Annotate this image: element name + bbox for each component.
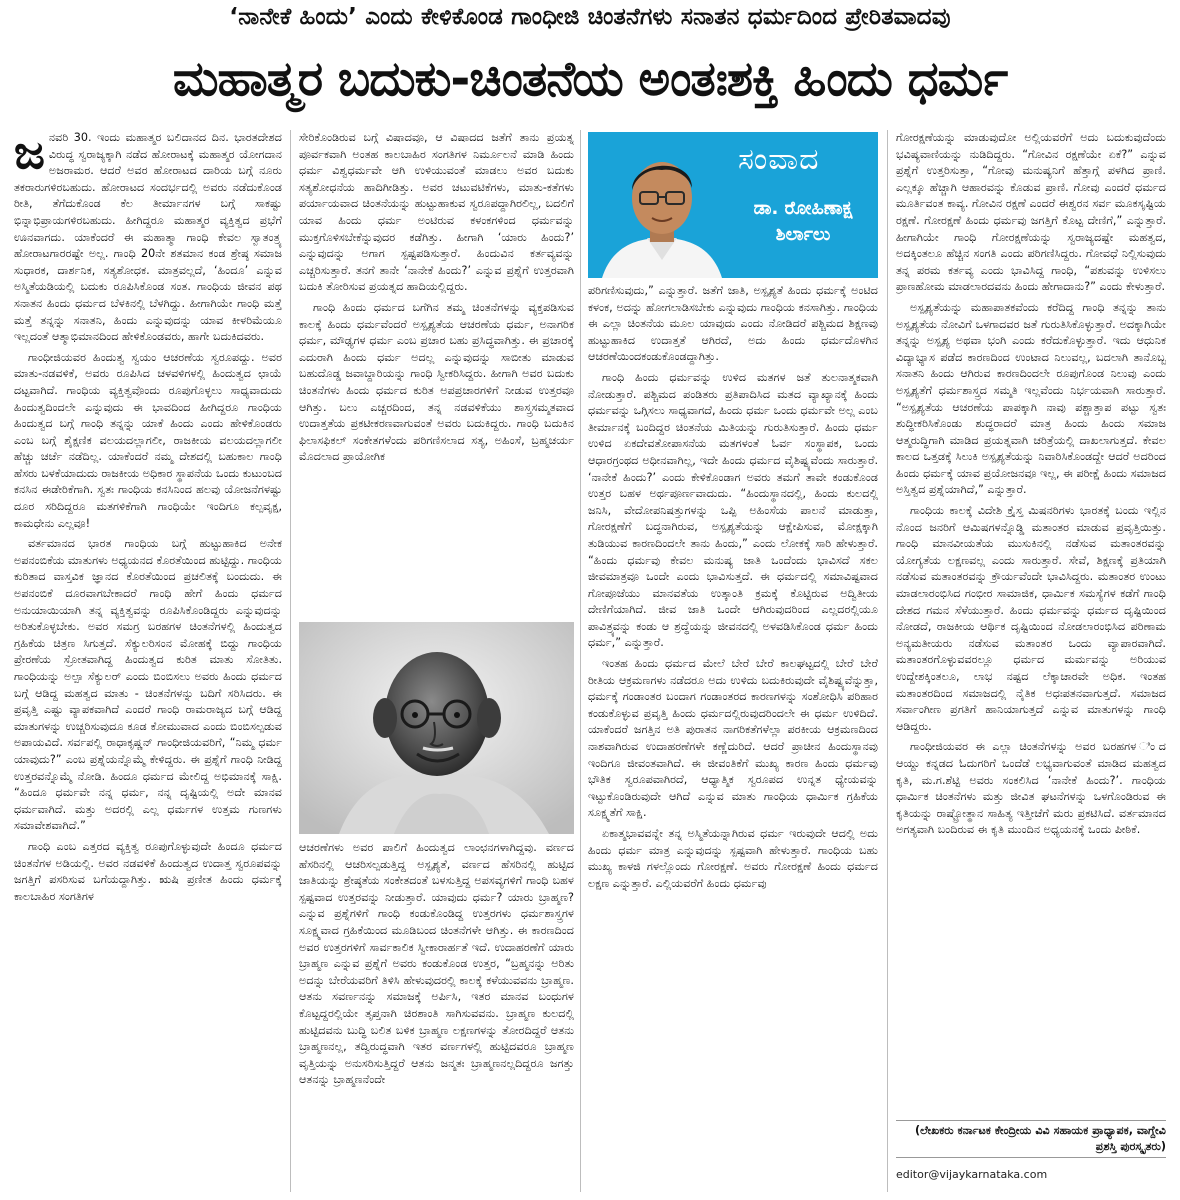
article-column-2 [299,130,574,612]
drop-cap: ಜ [14,130,45,179]
paragraph: ಆಚರಣೆಗಳು ಅವರ ಪಾಲಿಗೆ ಹಿಂದುತ್ವದ ಲಾಂಛನಗಳಾಗಿದ್ದವು. ವರ್ಣದ ಹೆಸರಿನಲ್ಲಿ ಆಚರಿಸಲ್ಪಡುತ್ತಿದ್ದ ಅಸ್ಪೃಶ್ಯತೆ, ವರ್ಣದ ಹೆಸರಿನಲ್ಲಿ ಹುಟ್ಟಿದ ಜಾತಿಯನ್ನು ಶ್ರೇಷ್ಠತೆಯ ಸಂಕೇತದಂತೆ ಬಳಸುತ್ತಿದ್ದ ಅಪಸವ್ಯಗಳಿಗೆ ಗಾಂಧಿ ಬಹಳ ಸ್ಪಷ್ಟವಾದ ಉತ್ತರವನ್ನು ನೀಡುತ್ತಾರೆ. ಯಾವುದು ಧರ್ಮ? ಯಾರು ಬ್ರಾಹ್ಮಣ? ಎನ್ನುವ ಪ್ರಶ್ನೆಗಳಿಗೆ ಗಾಂಧಿ ಕಂಡುಕೊಂಡಿದ್ದ ಉತ್ತರಗಳು ಧರ್ಮಶಾಸ್ತ್ರಗಳ ಸೂಕ್ಷ್ಮವಾದ ಗ್ರಹಿಕೆಯಿಂದ ಮೂಡಿಬಂದ ಚಿಂತನೆಗಳೇ ಆಗಿತ್ತು. ಈ ಕಾರಣದಿಂದ ಅವರ ಉತ್ತರಗಳಿಗೆ ಸಾರ್ವಕಾಲಿಕ ಸ್ವೀಕಾರಾರ್ಹತೆ ಇದೆ. ಉದಾಹರಣೆಗೆ ಯಾರು ಬ್ರಾಹ್ಮಣ ಎನ್ನುವ ಪ್ರಶ್ನೆಗೆ ಅವರು ಕಂಡುಕೊಂಡ ಉತ್ತರ, “ಬ್ರಹ್ಮನನ್ನು ಅರಿತು ಅದನ್ನು ಬೇರೆಯವರಿಗೆ ತಿಳಿಸಿ ಹೇಳುವುದರಲ್ಲಿ ಕಾಲಕ್ಕೆ ಕಳೆಯುವವನು ಬ್ರಾಹ್ಮಣ. ಆತನು ಸವರ್ಣನನ್ನು ಸಮಾಜಕ್ಕೆ ಅರ್ಪಿಸಿ, ಇತರ ಮಾನವ ಬಂಧುಗಳ ಕೊಟ್ಟದ್ದರಲ್ಲಿಯೇ ತೃಪ್ತನಾಗಿ ಚಿರಶಾಂತಿ ಸಾಗಿಸುವವನು. ಬ್ರಾಹ್ಮಣ ಕುಲದಲ್ಲಿ ಹುಟ್ಟಿದವನು ಬುದ್ಧಿ ಬಲಿತ ಬಳಿಕ ಬ್ರಾಹ್ಮಣ ಲಕ್ಷಣಗಳನ್ನು ತೋರದಿದ್ದರೆ ಆತನು ಬ್ರಾಹ್ಮಣನಲ್ಲ, ತದ್ವಿರುದ್ಧವಾಗಿ ಇತರ ವರ್ಣಗಳಲ್ಲಿ ಹುಟ್ಟಿದವರೂ ಬ್ರಾಹ್ಮಣ ವೃತ್ತಿಯನ್ನು ಅನುಸರಿಸುತ್ತಿದ್ದರೆ ಆತನು ಜನ್ಮತಃ ಬ್ರಾಹ್ಮಣನಲ್ಲದಿದ್ದರೂ ಜಗತ್ತು ಆತನನ್ನು ಬ್ರಾಹ್ಮಣನೆಂದೇ [299,841,574,1087]
article-headline: ಮಹಾತ್ಮರ ಬದುಕು-ಚಿಂತನೆಯ ಅಂತಃಶಕ್ತಿ ಹಿಂದು ಧರ್ಮ [172,51,1008,107]
paragraph: ಸೇರಿಕೊಂಡಿರುವ ಬಗ್ಗೆ ವಿಷಾದವೂ, ಆ ವಿಷಾದದ ಜತೆಗೆ ತಾನು ಪ್ರಯತ್ನ ಪೂರ್ವಕವಾಗಿ ಅಂತಹ ಕಾಲಬಾಹಿರ ಸಂಗತಿಗಳ ನಿರ್ಮೂಲನೆ ಮಾಡಿ ಹಿಂದು ಧರ್ಮ ವಿಶ್ವಧರ್ಮವೇ ಆಗಿ ಉಳಿಯುವಂತೆ ಮಾಡಲು ಅವರ ಬದುಕು ಸತ್ಯಶೋಧನೆಯ ಹಾದಿಗೀಡಿತ್ತು. ಅವರ ಚಟುವಟಿಕೆಗಳು, ಮಾತು-ಕತೆಗಳು ಪರ್ಯಾಯವಾದ ಚಿಂತನೆಯನ್ನು ಹುಟ್ಟುಹಾಕುವ ಸ್ವರೂಪದ್ದಾಗಿರಲಿಲ್ಲ, ಬದಲಿಗೆ ಯಾವ ಹಿಂದು ಧರ್ಮ ಅಂಟಿರುವ ಕಳಂಕಗಳಿಂದ ಧರ್ಮವನ್ನು ಮುಕ್ತಗೊಳಿಸಬೇಕೆನ್ನುವುದರ ಕಡೆಗಿತ್ತು. ಹೀಗಾಗಿ ‘ಯಾರು ಹಿಂದು?’ ಎನ್ನುವುದನ್ನು ಅಗಾಗ ಸ್ಪಷ್ಟಪಡಿಸುತ್ತಾರೆ. ಹಿಂದುವಿನ ಕರ್ತವ್ಯವನ್ನು ಎಚ್ಚರಿಸುತ್ತಾರೆ. ತನಗೆ ತಾನೇ ‘ನಾನೇಕೆ ಹಿಂದು?’ ಎನ್ನುವ ಪ್ರಶ್ನೆಗೆ ಉತ್ತರವಾಗಿ ಬದುಕಿ ತೋರಿಸುವ ಪ್ರಯತ್ನದ ಹಾದಿಯಲ್ಲಿದ್ದರು. [299,131,574,294]
column-divider [290,130,291,1192]
column-name: ಸಂವಾದ [738,142,820,177]
editor-email: editor@vijaykarnataka.com [896,1168,1048,1181]
paragraph: ಗಾಂಧೀಜಿಯವರ ಈ ಎಲ್ಲಾ ಚಿಂತನೆಗಳನ್ನು ಅವರ ಬರಹಗಳ ಿಂದ ಆಯ್ದು ಕನ್ನಡದ ಓದುಗರಿಗೆ ಒಂದೆಡೆ ಲಭ್ಯವಾಗುವಂತೆ ಮಾಡಿದ ಮಹತ್ವದ ಕೃತಿ, ಮ.ಗ.ಶೆಟ್ಟಿ ಅವರು ಸಂಕಲಿಸಿದ ‘ನಾನೇಕೆ ಹಿಂದು?’. ಗಾಂಧಿಯ ಧಾರ್ಮಿಕ ಚಿಂತನೆಗಳು ಮತ್ತು ಜೀವಿತ ಘಟನೆಗಳನ್ನು ಒಳಗೊಂಡಿರುವ ಈ ಕೃತಿಯನ್ನು ರಾಷ್ಟ್ರೋತ್ಥಾನ ಸಾಹಿತ್ಯ ಇತ್ತೀಚೆಗೆ ಮರು ಪ್ರಕಟಿಸಿದೆ. ವರ್ತಮಾನದ ಅಗತ್ಯವಾಗಿ ಬಂದಿರುವ ಈ ಕೃತಿ ಮುಂದಿನ ಅಧ್ಯಯನಕ್ಕೆ ಒಂದು ಪೀಠಿಕೆ. [896,740,1166,837]
paragraph: ಗಾಂಧಿ ಹಿಂದು ಧರ್ಮದ ಬಗೆಗಿನ ತಮ್ಮ ಚಿಂತನೆಗಳನ್ನು ವ್ಯಕ್ತಪಡಿಸುವ ಕಾಲಕ್ಕೆ ಹಿಂದು ಧರ್ಮವೆಂದರೆ ಅಸ್ಪೃಶ್ಯತೆಯ ಆಚರಣೆಯ ಧರ್ಮ, ಅನಾಗರಿಕ ಧರ್ಮ, ಮೌಢ್ಯಗಳ ಧರ್ಮ ಎಂಬ ಪ್ರಚಾರ ಬಹು ಪ್ರಸಿದ್ಧವಾಗಿತ್ತು. ಈ ಪ್ರಚಾರಕ್ಕೆ ಎದುರಾಗಿ ಹಿಂದು ಧರ್ಮ ಅದಲ್ಲ ಎನ್ನುವುದನ್ನು ಸಾಬೀತು ಮಾಡುವ ಬಹುದೊಡ್ಡ ಜವಾಬ್ದಾರಿಯನ್ನು ಗಾಂಧಿ ಸ್ವೀಕರಿಸಿದ್ದರು. ಹೀಗಾಗಿ ಅವರ ಬದುಕು ಚಿಂತನೆಗಳು ಹಿಂದು ಧರ್ಮದ ಕುರಿತ ಅಪಪ್ರಚಾರಗಳಿಗೆ ನೀಡುವ ಉತ್ತರವೂ ಆಗಿತ್ತು. ಬಲು ಎಚ್ಚರದಿಂದ, ತನ್ನ ನಡವಳಿಕೆಯು ಶಾಸ್ತ್ರಸಮ್ಮತವಾದ ಉದಾತ್ತತೆಯ ಪ್ರಕಟೀಕರಣವಾಗುವಂತೆ ಅವರು ಬದುಕಿದ್ದರು. ಗಾಂಧಿ ಬದುಕಿನ ಫಿಲಾಸಫಿಕಲ್ ಸಂಕೇತಗಳೆಂದು ಪರಿಗಣಿಸಲಾದ ಸತ್ಯ, ಅಹಿಂಸೆ, ಬ್ರಹ್ಮಚರ್ಯ ಮೊದಲಾದ ಪ್ರಾಯೋಗಿಕ [299,300,574,464]
author-portrait [592,138,732,278]
article-kicker: ‘ನಾನೇಕೆ ಹಿಂದು’ ಎಂದು ಕೇಳಿಕೊಂಡ ಗಾಂಧೀಜಿ ಚಿಂತನೆಗಳು ಸನಾತನ ಧರ್ಮದಿಂದ ಪ್ರೇರಿತವಾದವು [229,4,951,30]
author-name-line: ಶಿರ್ಲಾಲು [775,224,831,245]
column-divider [580,130,581,1192]
column-header-box [588,132,878,278]
paragraph: ನವರಿ 30. ಇಂದು ಮಹಾತ್ಮರ ಬಲಿದಾನದ ದಿನ. ಭಾರತದೇಶದ ವಿರುದ್ಧ ಸ್ವರಾಜ್ಯಕ್ಕಾಗಿ ನಡೆದ ಹೋರಾಟಕ್ಕೆ ಮಹಾತ್ಮರ ಯೋಗದಾನ ಅಜರಾಮರ. ಆದರೆ ಅವರ ಹೋರಾಟದ ದಾರಿಯ ಬಗ್ಗೆ ನೂರು ತಕರಾರುಗಳಿರಬಹುದು. ಹೋರಾಟದ ಸಂದರ್ಭದಲ್ಲಿ ಅವರು ನಡೆದುಕೊಂಡ ರೀತಿ, ತೆಗೆದುಕೊಂಡ ಕೆಲ ತೀರ್ಮಾನಗಳ ಬಗ್ಗೆ ಸಾಕಷ್ಟು ಭಿನ್ನಾಭಿಪ್ರಾಯಗಳಿರಬಹುದು. ಹೀಗಿದ್ದರೂ ಮಹಾತ್ಮರ ವ್ಯಕ್ತಿತ್ವದ ಪ್ರಭೆಗೆ ಊನವಾಗದು. ಯಾಕೆಂದರೆ ಈ ಮಹಾತ್ಮಾ ಗಾಂಧಿ ಕೇವಲ ಸ್ವಾತಂತ್ರ್ಯ ಹೋರಾಟಗಾರರಷ್ಟೇ ಅಲ್ಲ. ಗಾಂಧಿ 20ನೇ ಶತಮಾನ ಕಂಡ ಶ್ರೇಷ್ಠ ಸಮಾಜ ಸುಧಾರಕ, ದಾರ್ಶನಿಕ, ಸತ್ಯಶೋಧಕ. ಮಾತ್ರವಲ್ಲದೆ, ‘ಹಿಂದೂ’ ಎನ್ನುವ ಅಸ್ಮಿತೆಯಡಿಯಲ್ಲಿ ಬದುಕು ರೂಪಿಸಿಕೊಂಡ ಸಂತ. ಗಾಂಧಿಯ ಜೀವನ ಪಥ ಸನಾತನ ಹಿಂದು ಧರ್ಮದ ಬೆಳಕಿನಲ್ಲಿ ಬೆಳಗಿದ್ದು. ಹೀಗಾಗಿಯೇ ಗಾಂಧಿ ಮತ್ತೆ ಮತ್ತೆ ತನ್ನನ್ನು ಸನಾತನಿ, ಹಿಂದು ಎನ್ನುವುದನ್ನು ಯಾವ ಕೀಳರಿಮೆಯೂ ಇಲ್ಲದಂತೆ ಆತ್ಮಾಭಿಮಾನದಿಂದ ಹೇಳಿಕೊಂಡವರು, ಹಾಗೇ ಬದುಕಿದವರು. [14,131,282,344]
paragraph: ಪರಿಗಣಿಸುವುದು,” ಎನ್ನುತ್ತಾರೆ. ಜತೆಗೆ ಜಾತಿ, ಅಸ್ಪೃಶ್ಯತೆ ಹಿಂದು ಧರ್ಮಕ್ಕೆ ಅಂಟಿದ ಕಳಂಕ, ಅದನ್ನು ಹೋಗಲಾಡಿಸಬೇಕು ಎನ್ನುವುದು ಗಾಂಧಿಯ ಕನಸಾಗಿತ್ತು. ಗಾಂಧಿಯ ಈ ಎಲ್ಲಾ ಚಿಂತನೆಯ ಮೂಲ ಯಾವುದು ಎಂದು ನೋಡಿದರೆ ಪಶ್ಚಿಮದ ಶಿಕ್ಷಣವು ಹುಟ್ಟುಹಾಕಿದ ಉದಾತ್ತತೆ ಆಗಿರದೆ, ಅದು ಹಿಂದು ಧರ್ಮದೊಳಗಿನ ಆಚರಣೆಯಿಂದಕಂಡುಕೊಂಡದ್ದಾಗಿತ್ತು. [588,284,878,364]
gandhi-photo [299,622,574,834]
paragraph: ಗಾಂಧೀಜಿಯವರ ಹಿಂದುತ್ವ ಸ್ವಯಂ ಆಚರಣೆಯ ಸ್ವರೂಪದ್ದು. ಅವರ ಮಾತು-ನಡವಳಿಕೆ, ಅವರು ರೂಪಿಸಿದ ಚಳವಳಿಗಳಲ್ಲಿ ಹಿಂದುತ್ವದ ಛಾಯೆ ದಟ್ಟವಾಗಿದೆ. ಗಾಂಧಿಯ ವ್ಯಕ್ತಿತ್ವವೊಂದು ರೂಪುಗೊಳ್ಳಲು ಸಾಧ್ಯವಾದುದು ಹಿಂದುತ್ವದಿಂದಲೇ ಎನ್ನುವುದು ಈ ಭಾವದಿಂದ ಹೀಗಿದ್ದರೂ ಗಾಂಧಿಯ ಹಿಂದುತ್ವದ ಬಗ್ಗೆ ಗಾಂಧಿ ತನ್ನನ್ನು ಯಾಕೆ ಹಿಂದು ಎಂದು ಹೇಳಿಕೊಂಡರು ಎಂಬ ಬಗ್ಗೆ ಶೈಕ್ಷಣಿಕ ವಲಯದಲ್ಲಾಗಲೀ, ರಾಜಕೀಯ ವಲಯದಲ್ಲಾಗಲೀ ಹೆಚ್ಚು ಚರ್ಚೆ ನಡೆದಿಲ್ಲ. ಯಾಕೆಂದರೆ ನಮ್ಮ ದೇಶದಲ್ಲಿ ಬಹುಕಾಲ ಗಾಂಧಿ ಹೆಸರು ಬಳಕೆಯಾದುದು ರಾಜಕೀಯ ಅಧಿಕಾರ ಸ್ಥಾಪನೆಯ ಒಂದು ಕುಟುಂಬದ ಕನಸಿನ ಈಡೇರಿಕೆಗಾಗಿ. ಸ್ವತಃ ಗಾಂಧಿಯ ಕನಸಿನಿಂದ ಹಲವು ಯೋಜನೆಗಳಷ್ಟು ದೂರ ಸರಿದಿದ್ದರೂ ಮತಗಳಿಕೆಗಾಗಿ ಗಾಂಧಿಯೇ ಇಂದಿಗೂ ಕಲ್ಪವೃಕ್ಷ, ಕಾಮಧೇನು ಎಲ್ಲವೂ! [14,350,282,530]
article-column-2-continued [299,840,574,1192]
author-bio: (ಲೇಖಕರು ಕರ್ನಾಟಕ ಕೇಂದ್ರೀಯ ವಿವಿ ಸಹಾಯಕ ಪ್ರಾಧ್ಯಾಪಕ, ವಾಗ್ದೇವಿ ಪ್ರಶಸ್ತಿ ಪುರಸ್ಕೃತರು) [896,1120,1166,1158]
article-column-3 [588,283,878,1175]
author-name [738,196,868,248]
column-divider [887,130,888,1192]
paragraph: ಗಾಂಧಿ ಹಿಂದು ಧರ್ಮವನ್ನು ಉಳಿದ ಮತಗಳ ಜತೆ ತುಲನಾತ್ಮಕವಾಗಿ ನೋಡುತ್ತಾರೆ. ಪಶ್ಚಿಮದ ಪಂಡಿತರು ಪ್ರತಿಪಾದಿಸಿದ ಮತದ ವ್ಯಾಖ್ಯಾನಕ್ಕೆ ಹಿಂದು ಧರ್ಮವನ್ನು ಒಗ್ಗಿಸಲು ಸಾಧ್ಯವಾಗದೆ, ಹಿಂದು ಧರ್ಮ ಒಂದು ಧರ್ಮವೇ ಅಲ್ಲ ಎಂಬ ತೀರ್ಮಾನಕ್ಕೆ ಬಂದಿದ್ದರ ಚಿಂತನೆಯ ಮಿತಿಯನ್ನು ಗುರುತಿಸುತ್ತಾರೆ. ಹಿಂದು ಧರ್ಮ ಉಳಿದ ಏಕದೇವತೋಪಾಸನೆಯ ಮತಗಳಂತೆ ಓರ್ವ ಸಂಸ್ಥಾಪಕ, ಒಂದು ಆಧಾರಗ್ರಂಥದ ಅಧೀನವಾಗಿಲ್ಲ, ಇದೇ ಹಿಂದು ಧರ್ಮದ ವೈಶಿಷ್ಟ್ಯವೆಂದು ಸಾರುತ್ತಾರೆ. ‘ನಾನೇಕೆ ಹಿಂದು?’ ಎಂದು ಕೇಳಿಕೊಂಡಾಗ ಅವರು ತಮಗೆ ತಾವೇ ಕಂಡುಕೊಂಡ ಉತ್ತರ ಬಹಳ ಅರ್ಥಪೂರ್ಣವಾದುದು. “ಹಿಂದುಸ್ಥಾನದಲ್ಲಿ, ಹಿಂದು ಕುಲದಲ್ಲಿ ಜನಿಸಿ, ವೇದೋಪನಿಷತ್ತುಗಳನ್ನು ಒಪ್ಪಿ ಅಹಿಂಸೆಯ ಪಾಲನೆ ಮಾಡುತ್ತಾ, ಗೋರಕ್ಷಣೆಗೆ ಬದ್ಧನಾಗಿರುವ, ಅಸ್ಪೃಶ್ಯತೆಯನ್ನು ಆಕ್ಷೇಪಿಸುವ, ಮೋಕ್ಷಕ್ಕಾಗಿ ತುಡಿಯುವ ಕಾರಣದಿಂದಲೇ ತಾನು ಹಿಂದು,” ಎಂದು ಲೋಕಕ್ಕೆ ಸಾರಿ ಹೇಳುತ್ತಾರೆ. “ಹಿಂದು ಧರ್ಮವು ಕೇವಲ ಮನುಷ್ಯ ಜಾತಿ ಒಂದೆಂದು ಭಾವಿಸದೆ ಸಕಲ ಜೀವಮಾತ್ರವೂ ಒಂದೇ ಎಂದು ಭಾವಿಸುತ್ತದೆ. ಈ ಧರ್ಮದಲ್ಲಿ ಸಮಾವಿಷ್ಟವಾದ ಗೋಪೂಜೆಯು ಮಾನವತೆಯ ಉತ್ಕಾಂತಿ ಕ್ರಮಕ್ಕೆ ಕೊಟ್ಟಿರುವ ಅದ್ವಿತೀಯ ದೇಣಿಗೆಯಾಗಿದೆ. ಜೀವ ಜಾತಿ ಒಂದೇ ಆಗಿರುವುದರಿಂದ ಎಲ್ಲದರಲ್ಲಿಯೂ ಪಾವಿತ್ರ್ಯವನ್ನು ಕಂಡು ಆ ಶ್ರದ್ಧೆಯನ್ನು ಜೀವನದಲ್ಲಿ ಅಳವಡಿಸಿಕೊಂಡ ಧರ್ಮ ಹಿಂದು ಧರ್ಮ,” ಎನ್ನುತ್ತಾರೆ. [588,370,878,650]
paragraph: ಗಾಂಧಿಯ ಕಾಲಕ್ಕೆ ವಿದೇಶಿ ಕ್ರೈಸ್ತ ಮಿಷನರಿಗಳು ಭಾರತಕ್ಕೆ ಬಂದು ಇಲ್ಲಿನ ನೊಂದ ಜನರಿಗೆ ಆಮಿಷಗಳನ್ನೊಡ್ಡಿ ಮತಾಂತರ ಮಾಡುವ ಪ್ರವೃತ್ತಿಯಿತ್ತು. ಗಾಂಧಿ ಮಾನವೀಯತೆಯ ಮುಸುಕಿನಲ್ಲಿ ನಡೆಸುವ ಮತಾಂತರವನ್ನು ಯೋಗ್ಯತೆಯ ಲಕ್ಷಣವಲ್ಲ ಎಂದು ಸಾರುತ್ತಾರೆ. ಸೇವೆ, ಶಿಕ್ಷಣಕ್ಕೆ ಪ್ರತಿಯಾಗಿ ನಡೆಸುವ ಮತಾಂತರವನ್ನು ಕ್ರೌರ್ಯವೆಂದೇ ಭಾವಿಸಿದ್ದರು. ಮತಾಂತರ ಉಂಟು ಮಾಡಲಾರಂಭಿಸಿದ ಗಂಭೀರ ಸಾಮಾಜಿಕ, ಧಾರ್ಮಿಕ ಸಮಸ್ಯೆಗಳ ಕಡೆಗೆ ಗಾಂಧಿ ದೇಶದ ಗಮನ ಸೆಳೆಯುತ್ತಾರೆ. ಹಿಂದು ಧರ್ಮವನ್ನು ಧರ್ಮದ ದೃಷ್ಟಿಯಿಂದ ನೋಡದೆ, ರಾಜಕೀಯ ಆರ್ಥಿಕ ದೃಷ್ಟಿಯಿಂದ ನೋಡಲಾರಂಭಿಸಿದ ಪರಿಣಾಮ ಅನ್ಯಮತೀಯರು ನಡೆಸುವ ಮತಾಂತರ ಒಂದು ವ್ಯಾಪಾರವಾಗಿದೆ. ಮತಾಂತರಗೊಳ್ಳುವವರಲ್ಲೂ ಧರ್ಮದ ಮರ್ಮವನ್ನು ಅರಿಯುವ ಉದ್ದೇಶಕ್ಕಿಂತಲೂ, ಲಾಭ ನಷ್ಟದ ಲೆಕ್ಕಾಚಾರವೇ ಅಧಿಕ. ಇಂತಹ ಮತಾಂತರದಿಂದ ಸಮಾಜದಲ್ಲಿ ನೈತಿಕ ಅಧಃಪತನವಾಗುತ್ತದೆ. ಸಮಾಜದ ಸರ್ವಾಂಗೀಣ ಪ್ರಗತಿಗೆ ಹಾನಿಯಾಗುತ್ತದೆ ಎನ್ನುವ ಮಾತುಗಳನ್ನು ಗಾಂಧಿ ಆಡಿದ್ದರು. [896,504,1166,733]
paragraph: ಗೋರಕ್ಷಣೆಯನ್ನು ಮಾಡುವುದೋ ಅಲ್ಲಿಯವರೆಗೆ ಅದು ಬದುಕುವುದೆಂದು ಭವಿಷ್ಯವಾಣಿಯನ್ನು ನುಡಿದಿದ್ದರು. “ಗೋವಿನ ರಕ್ಷಣೆಯೇ ಏಕೆ?” ಎನ್ನುವ ಪ್ರಶ್ನೆಗೆ ಉತ್ತರಿಸುತ್ತಾ, “ಗೋವು ಮನುಷ್ಯನಿಗೆ ಹೆತ್ತಾಗ್ಗೆ ಪಳಗಿದ ಪ್ರಾಣಿ. ಎಲ್ಲಕ್ಕೂ ಹೆಚ್ಚಾಗಿ ಆಹಾರವನ್ನು ಕೊಡುವ ಪ್ರಾಣಿ. ಗೋವು ಎಂದರೆ ಧರ್ಮದ ಮೂರ್ತಿವಂತ ಕಾವ್ಯ. ಗೋವಿನ ರಕ್ಷಣೆ ಎಂದರೆ ಈಶ್ವರನ ಸರ್ವ ಮೂಕಸೃಷ್ಟಿಯ ರಕ್ಷಣೆ. ಗೋರಕ್ಷಣೆ ಹಿಂದು ಧರ್ಮವು ಜಗತ್ತಿಗೆ ಕೊಟ್ಟ ದೇಣಿಗೆ,” ಎನ್ನುತ್ತಾರೆ. ಹೀಗಾಗಿಯೇ ಗಾಂಧಿ ಗೋರಕ್ಷಣೆಯನ್ನು ಸ್ವರಾಜ್ಯದಷ್ಟೇ ಮಹತ್ವದ, ಅದಕ್ಕಿಂತಲೂ ಹೆಚ್ಚಿನ ಸಂಗತಿ ಎಂದು ಪರಿಗಣಿಸಿದ್ದರು. ಗೋವಧೆ ನಿಲ್ಲಿಸುವುದು ತನ್ನ ಪರಮ ಕರ್ತವ್ಯ ಎಂದು ಭಾವಿಸಿದ್ದ ಗಾಂಧಿ, “ಪಶುವನ್ನು ಉಳಿಸಲು ಪ್ರಾಣಹೋಮ ಮಾಡಲಾರದವನು ಹಿಂದು ಹೇಗಾದಾನು?” ಎಂದು ಕೇಳುತ್ತಾರೆ. [896,131,1166,294]
article-column-1 [14,130,282,1192]
paragraph: ವರ್ತಮಾನದ ಭಾರತ ಗಾಂಧಿಯ ಬಗ್ಗೆ ಹುಟ್ಟುಹಾಕಿದ ಅನೇಕ ಅಪನಂಬಿಕೆಯ ಮಾತುಗಳು ಅಧ್ಯಯನದ ಕೊರತೆಯಿಂದ ಹುಟ್ಟಿದ್ದು. ಗಾಂಧಿಯ ಕುರಿತಾದ ವಾಸ್ತವಿಕ ಜ್ಞಾನದ ಕೊರತೆಯಿಂದ ಪ್ರಚಲಿತಕ್ಕೆ ಬಂದುದು. ಈ ಅಪನಂಬಿಕೆ ದೂರವಾಗಬೇಕಾದರೆ ಗಾಂಧಿ ಹೇಗೆ ಹಿಂದು ಧರ್ಮದ ಅನುಯಾಯಿಯಾಗಿ ತನ್ನ ವ್ಯಕ್ತಿತ್ವವನ್ನು ರೂಪಿಸಿಕೊಂಡಿದ್ದರು ಎನ್ನುವುದನ್ನು ಅರಿತುಕೊಳ್ಳಬೇಕು. ಅವರ ಸಮಗ್ರ ಬರಹಗಳ ಚಿಂತನೆಗಳಲ್ಲಿ ಹಿಂದುತ್ವದ ಗ್ರಹಿಕೆಯ ಚಿತ್ರಣ ಸಿಗುತ್ತದೆ. ಸೆಕ್ಯುಲರಿಸಂನ ಮೋಹಕ್ಕೆ ಬಿದ್ದು ಗಾಂಧಿಯ ಪ್ರೇರಣೆಯ ಸ್ರೋತವಾಗಿದ್ದ ಹಿಂದುತ್ವದ ಕುರಿತ ಮಾತು ಸೋತಿತು. ಗಾಂಧಿಯನ್ನು ಅಲ್ಪಾ ಸೆಕ್ಯುಲರ್ ಎಂದು ಬಿಂಬಿಸಲು ಅವರು ಹಿಂದು ಧರ್ಮದ ಬಗ್ಗೆ ಆಡಿದ್ದ ಮಹತ್ವದ ಮಾತು - ಚಿಂತನೆಗಳನ್ನು ಬದಿಗೆ ಸರಿಸಿದರು. ಈ ಪ್ರವೃತ್ತಿ ಎಷ್ಟು ವ್ಯಾಪಕವಾಗಿದೆ ಎಂದರೆ ಗಾಂಧಿ ರಾಮರಾಜ್ಯದ ಬಗ್ಗೆ ಆಡಿದ್ದ ಮಾತುಗಳನ್ನು ಉಚ್ಚರಿಸುವುದೂ ಕೂಡ ಕೋಮುವಾದ ಎಂದು ಬಿಂಬಿಸಲ್ಪಡುವ ಅಪಾಯವಿದೆ. ಸರ್ವಪಲ್ಲಿ ರಾಧಾಕೃಷ್ಣನ್ ಗಾಂಧೀಜಿಯವರಿಗೆ, “ನಿಮ್ಮ ಧರ್ಮ ಯಾವುದು?” ಎಂಬ ಪ್ರಶ್ನೆಯನ್ನೊಮ್ಮೆ ಕೇಳಿದ್ದರು. ಈ ಪ್ರಶ್ನೆಗೆ ಗಾಂಧಿ ನೀಡಿದ್ದ ಉತ್ತರವನ್ನೊಮ್ಮೆ ನೋಡಿ. ಹಿಂದೂ ಧರ್ಮದ ಮೇಲಿದ್ದ ಅಭಿಮಾನಕ್ಕೆ ಸಾಕ್ಷಿ. “ಹಿಂದೂ ಧರ್ಮವೇ ನನ್ನ ಧರ್ಮ, ನನ್ನ ದೃಷ್ಟಿಯಲ್ಲಿ ಅದೇ ಮಾನವ ಧರ್ಮವಾಗಿದೆ. ಮತ್ತು ಅದರಲ್ಲಿ ಎಲ್ಲ ಧರ್ಮಗಳ ಉತ್ತಮ ಗುಣಗಳು ಸಮಾವೇಶವಾಗಿದೆ.” [14,537,282,833]
paragraph: ಇಂತಹ ಹಿಂದು ಧರ್ಮದ ಮೇಲೆ ಬೇರೆ ಬೇರೆ ಕಾಲಘಟ್ಟದಲ್ಲಿ ಬೇರೆ ಬೇರೆ ರೀತಿಯ ಆಕ್ರಮಣಗಳು ನಡೆದರೂ ಅದು ಉಳಿದು ಬದುಕಿರುವುದೇ ವೈಶಿಷ್ಟ್ಯವೆನ್ನುತ್ತಾ, ಧರ್ಮಕ್ಕೆ ಗಂಡಾಂತರ ಬಂದಾಗ ಗಂಡಾಂತರದ ಕಾರಣಗಳನ್ನು ಸಂಶೋಧಿಸಿ ಪರಿಹಾರ ಕಂಡುಕೊಳ್ಳುವ ಪ್ರವೃತ್ತಿ ಹಿಂದು ಧರ್ಮದಲ್ಲಿರುವುದರಿಂದಲೇ ಈ ಧರ್ಮ ಉಳಿದಿದೆ. ಯಾಕೆಂದರೆ ಜಗತ್ತಿನ ಅತಿ ಪುರಾತನ ನಾಗರಿಕತೆಗಳೆಲ್ಲಾ ಪರಕೀಯ ಆಕ್ರಮಣದಿಂದ ನಾಶವಾಗಿರುವ ಉದಾಹರಣೆಗಳೇ ಕಣ್ಣೆದುರಿದೆ. ಆದರೆ ಪ್ರಾಚೀನ ಹಿಂದುಸ್ಥಾನವು ಇಂದಿಗೂ ಜೀವಂತವಾಗಿದೆ. ಈ ಜೀವಂತಿಕೆಗೆ ಮುಖ್ಯ ಕಾರಣ ಹಿಂದು ಧರ್ಮವು ಭೌತಿಕ ಸ್ವರೂಪವಾಗಿರದೆ, ಆಧ್ಯಾತ್ಮಿಕ ಸ್ವರೂಪದ ಉನ್ನತ ಧ್ಯೇಯವನ್ನು ಇಟ್ಟುಕೊಂಡಿರುವುದೇ ಆಗಿದೆ ಎನ್ನುವ ಮಾತು ಗಾಂಧಿಯ ಧಾರ್ಮಿಕ ಗ್ರಹಿಕೆಯ ಸೂಕ್ಷ್ಮತೆಗೆ ಸಾಕ್ಷಿ. [588,657,878,820]
author-name-line: ಡಾ. ರೋಹಿಣಾಕ್ಷ [753,198,853,219]
paragraph: ಏಕಾತ್ಮಭಾವವನ್ನೇ ತನ್ನ ಅಸ್ಮಿತೆಯನ್ನಾಗಿರುವ ಧರ್ಮ ಇರುವುದೇ ಆದಲ್ಲಿ ಅದು ಹಿಂದು ಧರ್ಮ ಮಾತ್ರ ಎನ್ನುವುದನ್ನು ಸ್ಪಷ್ಟವಾಗಿ ಹೇಳುತ್ತಾರೆ. ಗಾಂಧಿಯ ಬಹು ಮುಖ್ಯ ಕಾಳಜಿ ಗಳಲ್ಲೊಂದು ಗೋರಕ್ಷಣೆ. ಅವರು ಗೋರಕ್ಷಣೆ ಹಿಂದು ಧರ್ಮದ ಲಕ್ಷಣ ಎನ್ನುತ್ತಾರೆ. ಎಲ್ಲಿಯವರೆಗೆ ಹಿಂದು ಧರ್ಮವು [588,827,878,890]
article-column-4 [896,130,1166,1120]
paragraph: ಗಾಂಧಿ ಎಂಬ ಎತ್ತರದ ವ್ಯಕ್ತಿತ್ವ ರೂಪುಗೊಳ್ಳುವುದೇ ಹಿಂದೂ ಧರ್ಮದ ಚಿಂತನೆಗಳ ಅಡಿಯಲ್ಲಿ. ಅವರ ನಡವಳಿಕೆ ಹಿಂದುತ್ವದ ಉದಾತ್ತ ಸ್ವರೂಪವನ್ನು ಜಗತ್ತಿಗೆ ಪಸರಿಸುವ ಬಗೆಯದ್ದಾಗಿತ್ತು. ಋಷಿ ಪ್ರಣೀತ ಹಿಂದು ಧರ್ಮಕ್ಕೆ ಕಾಲಬಾಹಿರ ಸಂಗತಿಗಳ [14,839,282,903]
paragraph: ಅಸ್ಪೃಶ್ಯತೆಯನ್ನು ಮಹಾಪಾತಕವೆಂದು ಕರೆದಿದ್ದ ಗಾಂಧಿ ತನ್ನನ್ನು ತಾನು ಅಸ್ಪೃಶ್ಯತೆಯ ನೋವಿಗೆ ಒಳಗಾದವರ ಜತೆ ಗುರುತಿಸಿಕೊಳ್ಳುತ್ತಾರೆ. ಅದಕ್ಕಾಗಿಯೇ ತನ್ನನ್ನು ಅಸ್ಪೃಶ್ಯ ಅಥವಾ ಭಂಗಿ ಎಂದು ಕರೆದುಕೊಳ್ಳುತ್ತಾರೆ. ಇದು ಆಧುನಿಕ ವಿದ್ಯಾಭ್ಯಾಸ ಪಡೆದ ಕಾರಣದಿಂದ ಉಂಟಾದ ನಿಲುವಲ್ಲ, ಬದಲಾಗಿ ತಾನೊಬ್ಬ ಸನಾತನಿ ಹಿಂದು ಆಗಿರುವ ಕಾರಣದಿಂದಲೇ ರೂಪುಗೊಂಡ ನಿಲುವು ಎಂದು ಅಸ್ಪೃಶ್ಯತೆಗೆ ಧರ್ಮಶಾಸ್ತ್ರದ ಸಮ್ಮತಿ ಇಲ್ಲವೆಂದು ನಿರ್ಭಯವಾಗಿ ಸಾರುತ್ತಾರೆ. “ಅಸ್ಪೃಶ್ಯತೆಯ ಆಚರಣೆಯ ಪಾಪಕ್ಕಾಗಿ ನಾವು ಪಶ್ಚಾತ್ತಾಪ ಪಟ್ಟು ಸ್ವತಃ ಶುದ್ಧೀಕರಿಸಿಕೊಂಡು ಶುದ್ಧರಾದರೆ ಮಾತ್ರ ಹಿಂದು ಹಿಂದು ಸಮಾಜ ಆತ್ಮರುದ್ಧಿಗಾಗಿ ಮಾಡಿದ ಪ್ರಯತ್ನವಾಗಿ ಚರಿತ್ರೆಯಲ್ಲಿ ದಾಖಲಾಗುತ್ತದೆ. ಕೇವಲ ಕಾಲದ ಒತ್ತಡಕ್ಕೆ ಸಿಲುಕಿ ಅಸ್ಪೃಶ್ಯತೆಯನ್ನು ನಿವಾರಿಸಿಕೊಂಡದ್ದೇ ಆದರೆ ಅದರಿಂದ ಹಿಂದು ಧರ್ಮಕ್ಕೆ ಯಾವ ಪ್ರಯೋಜನವೂ ಇಲ್ಲ, ಈ ಪರೀಕ್ಷೆ ಹಿಂದು ಸಮಾಜದ ಅಸ್ತಿತ್ವದ ಪ್ರಶ್ನೆಯಾಗಿದೆ,” ಎನ್ನುತ್ತಾರೆ. [896,300,1166,497]
